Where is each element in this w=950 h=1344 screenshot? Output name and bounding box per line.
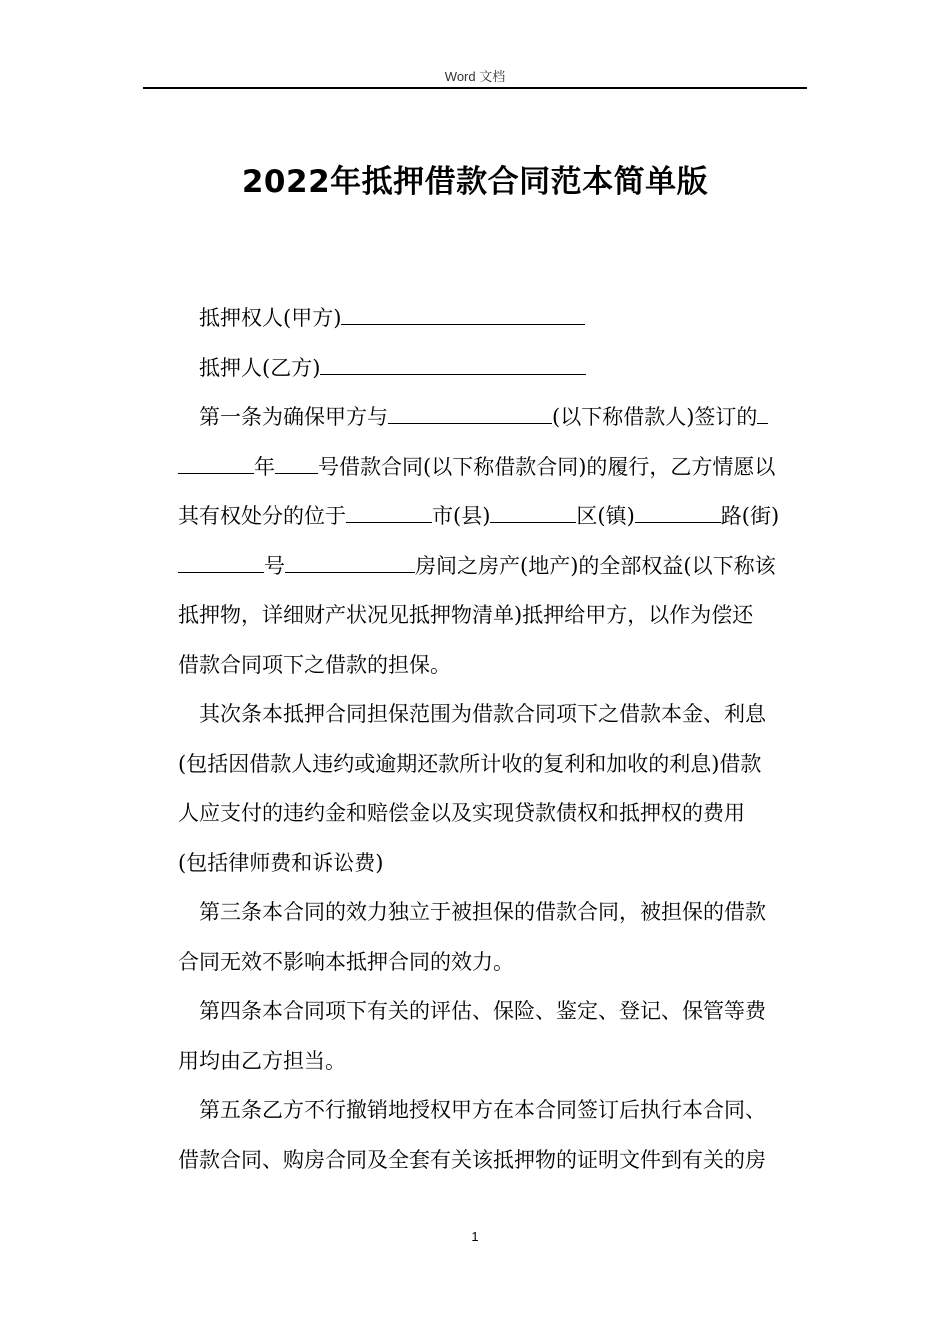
article1-text: 房间之房产(地产)的全部权益(以下称该: [415, 553, 776, 578]
article2-line2: (包括因借款人违约或逾期还款所计收的复利和加收的利息)借款: [178, 751, 762, 776]
number-blank: [275, 449, 318, 474]
article1-line3: [178, 492, 810, 542]
year-blank: [178, 449, 254, 474]
article1-text: 年: [254, 454, 275, 479]
article5-line1: 第五条乙方不行撤销地授权甲方在本合同签订后执行本合同、: [199, 1098, 766, 1122]
header-label: Word 文档: [444, 69, 506, 84]
document-body: [178, 294, 810, 1185]
article1-line5: 抵押物，详细财产状况见抵押物清单)抵押给甲方，以作为偿还: [178, 603, 754, 627]
article1-text: 号借款合同(以下称借款合同)的履行，乙方情愿以: [318, 454, 776, 479]
article3-line1: 第三条本合同的效力独立于被担保的借款合同，被担保的借款: [199, 900, 766, 924]
article1-line6: 借款合同项下之借款的担保。: [178, 652, 451, 677]
article4-line1: 第四条本合同项下有关的评估、保险、鉴定、登记、保管等费: [199, 999, 766, 1023]
article3-line2: 合同无效不影响本抵押合同的效力。: [178, 949, 514, 974]
mortgagee-blank: [341, 300, 585, 325]
article1-text: 市(县): [432, 504, 491, 528]
article1-text: 号: [264, 553, 285, 578]
mortgagee-line: [178, 294, 810, 344]
mortgagor-label: 抵押人(乙方): [199, 355, 321, 380]
article1-text: 路(街): [720, 504, 780, 528]
article1-text: 其有权处分的位于: [178, 504, 346, 528]
article4-line2: 用均由乙方担当。: [178, 1048, 346, 1073]
article1-line4: [178, 542, 810, 592]
room-blank: [285, 548, 415, 573]
mortgagor-line: [178, 344, 810, 394]
city-blank: [346, 498, 432, 523]
header-divider: [143, 87, 807, 89]
mortgagee-label: 抵押权人(甲方): [199, 306, 342, 330]
article1-text: 第一条为确保甲方与: [199, 405, 388, 429]
mortgagor-blank: [320, 350, 586, 375]
page-number: 1: [471, 1229, 479, 1244]
article5-line2: 借款合同、购房合同及全套有关该抵押物的证明文件到有关的房: [178, 1147, 766, 1172]
article2-line4: (包括律师费和诉讼费): [178, 850, 384, 875]
article1-text: (以下称借款人)签订的: [552, 405, 758, 429]
article2-line1: 其次条本抵押合同担保范围为借款合同项下之借款本金、利息: [199, 702, 766, 726]
street-number-blank: [178, 548, 264, 573]
sign-blank: [757, 399, 768, 424]
article2-line3: 人应支付的违约金和赔偿金以及实现贷款债权和抵押权的费用: [178, 801, 745, 825]
article1-line1: [178, 393, 810, 443]
district-blank: [490, 498, 576, 523]
borrower-blank: [388, 399, 552, 424]
article1-line2: [178, 443, 810, 493]
article1-text: 区(镇): [576, 504, 635, 528]
road-blank: [635, 498, 721, 523]
document-title: 2022年抵押借款合同范本简单版: [241, 164, 709, 200]
